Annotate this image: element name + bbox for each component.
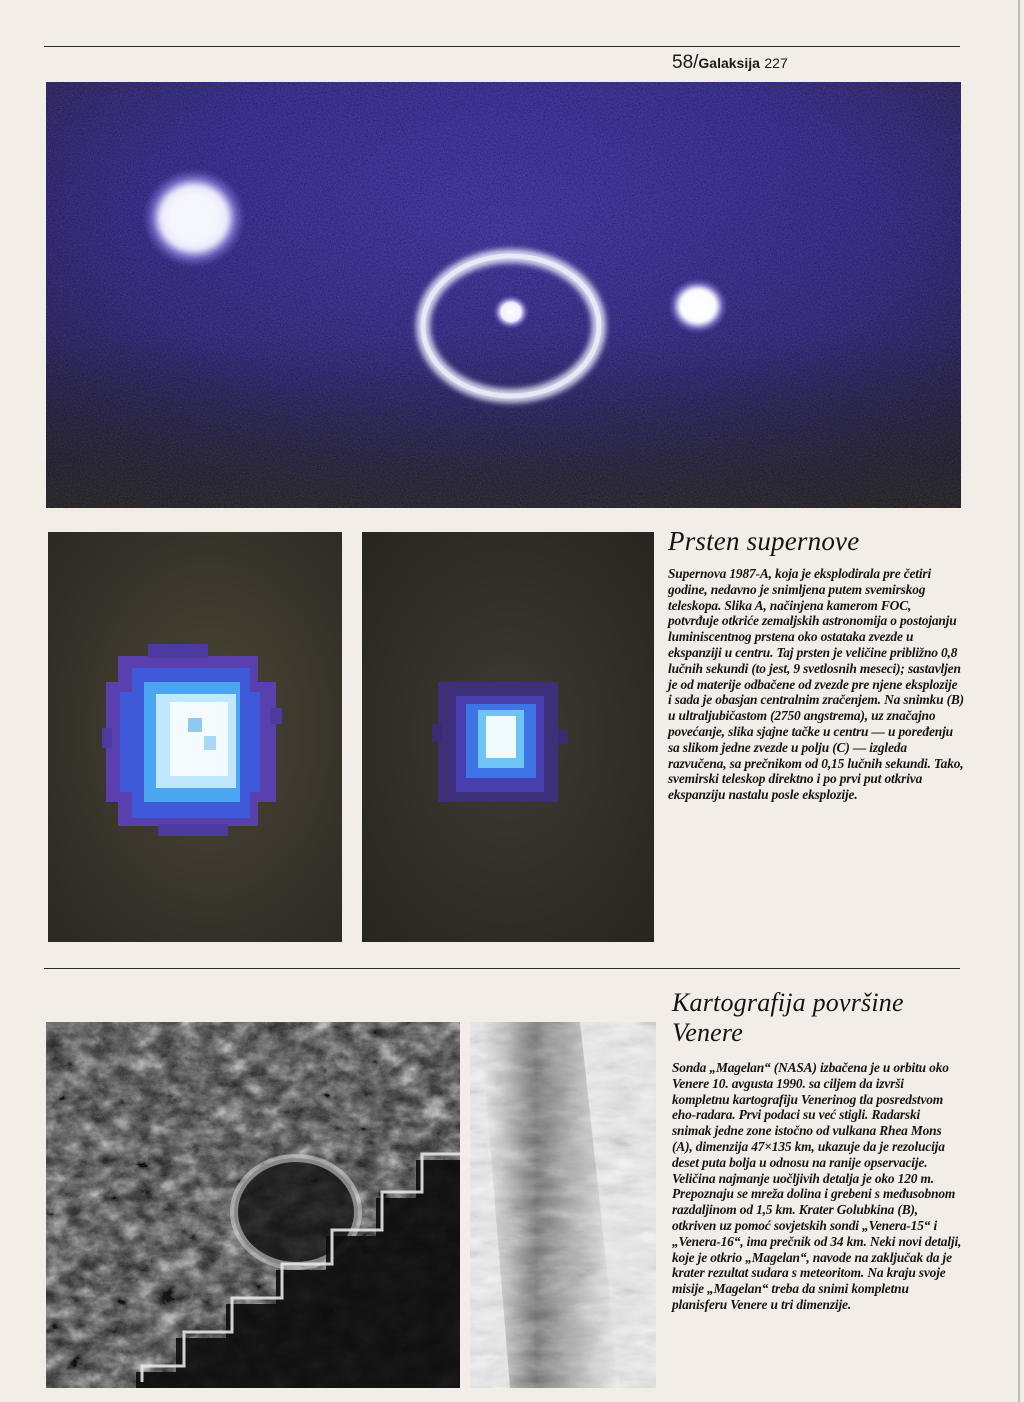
article-body: Sonda „Magelan“ (NASA) izbačena je u orbitu oko Venere 10. avgusta 1990. sa ciljem da izvrši kompletnu kartografiju Venerinog tla posredstvom eho-radara. Prvi podaci su već stigli. Radarski snimak jedne zone istočno od vulkana Rhea Mons (A), dimenzija 47×135 km, ukazuje da je rezolucija deset puta bolja u odnosu na ranije opservacije. Veličina najmanje uočljivih detalja je oko 120 m. Prepoznaju se mreža dolina i grebeni s međusobnom razdaljinom od 1,5 km. Krater Golubkina (B), otkriven uz pomoć sovjetskih sondi „Venera-15“ i „Venera-16“, ima prečnik od 34 km. Neki novi detalji, koje je otkrio „Magelan“, navode na zaključak da je krater rezultat sudara s meteoritom. Na kraju svoje misije „Magelan“ treba da snimi kompletnu planisferu Venere u tri dimenzije. [672, 1060, 962, 1312]
page-edge-mark [1018, 0, 1020, 1402]
article-title: Prsten supernove [668, 526, 860, 556]
supernova-ultraviolet-image [362, 532, 654, 942]
venus-article [672, 988, 962, 1313]
page-number: 227 [764, 55, 788, 71]
supernova-foc-image [48, 532, 342, 942]
venus-radar-image [46, 1022, 460, 1388]
supernova-ring-photo [46, 82, 961, 508]
section-rule [44, 968, 960, 969]
supernova-article [668, 526, 964, 803]
header-rule [44, 46, 960, 47]
page-folio [672, 52, 788, 74]
issue-number: 58/ [672, 52, 699, 73]
article-title: Kartografija površine Venere [672, 988, 904, 1047]
article-body: Supernova 1987-A, koja je eksplodirala pre četiri godine, nedavno je snimljena putem svemirskog teleskopa. Slika A, načinjena kamerom FOC, potvrđuje otkriće zemaljskih astronomija o postojanju luminiscentnog prstena oko ostataka zvezde u ekspanziji u centru. Taj prsten je veličine približno 0,8 lučnih sekundi (to jest, 9 svetlosnih meseci); sastavljen je od materije odbačene od zvezde pre njene eksplozije i sada je obasjan centralnim zračenjem. Na snimku (B) u ultraljubičastom (2750 angstrema), uz značajno povećanje, slika sjajne tačke u centru — u poređenju sa slikom jedne zvezde u polju (C) — izgleda razvučena, sa prečnikom od 0,15 lučnih sekundi. Tako, svemirski teleskop direktno i po prvi put otkriva ekspanziju nastalu posle eksplozije. [668, 566, 964, 803]
magazine-name: Galaksija [698, 55, 760, 71]
venus-crater-image [470, 1022, 656, 1388]
